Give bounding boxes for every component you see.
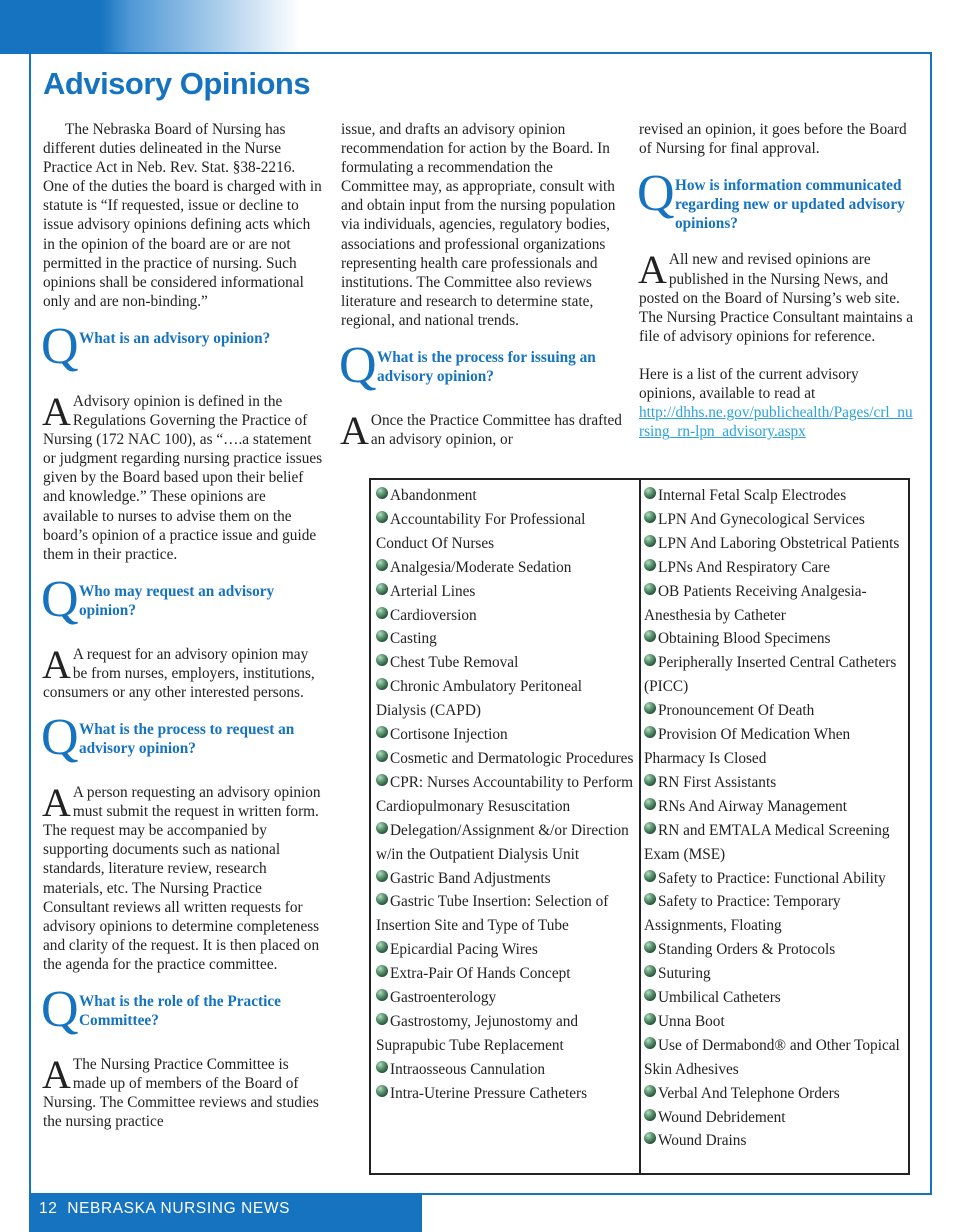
question-how-communicated	[637, 165, 917, 233]
green-bullet-icon	[376, 893, 388, 905]
green-bullet-icon	[644, 702, 656, 714]
opinion-title: Safety to Practice: Functional Ability	[658, 869, 886, 887]
column-1	[43, 120, 323, 1131]
opinion-title: Chest Tube Removal	[390, 654, 519, 672]
opinion-list-item	[376, 675, 634, 723]
list-divider	[639, 480, 641, 1173]
green-bullet-icon	[644, 774, 656, 786]
opinion-list-item	[644, 651, 906, 699]
green-bullet-icon	[644, 798, 656, 810]
opinion-list-item	[376, 938, 634, 962]
header-color-block	[0, 0, 100, 54]
a-drop-cap: A	[638, 247, 667, 293]
opinion-title: Wound Debridement	[658, 1108, 786, 1126]
green-bullet-icon	[376, 487, 388, 499]
green-bullet-icon	[644, 1132, 656, 1144]
green-bullet-icon	[376, 822, 388, 834]
opinion-list-item	[376, 556, 634, 580]
answer-text: A person requesting an advisory opinion must submit the request in written form. The request may be accompanied by supporting documents such as national standards, literature review, research materials, etc. The Nursing Practice Consultant reviews all written requests for advisory opinions to determine completeness and clarity of the request. It is then placed on the agenda for the practice committee.	[43, 784, 321, 973]
green-bullet-icon	[644, 583, 656, 595]
opinion-list-item	[376, 723, 634, 747]
question-what-is-advisory-opinion	[41, 317, 323, 375]
opinion-title: Obtaining Blood Specimens	[658, 630, 831, 648]
question-process-for-issuing	[339, 337, 623, 395]
green-bullet-icon	[376, 559, 388, 571]
opinion-list-item	[376, 484, 634, 508]
q-drop-cap: Q	[339, 337, 377, 395]
question-text: What is an advisory opinion?	[79, 329, 271, 347]
opinion-title: Intraosseous Cannulation	[390, 1060, 546, 1078]
question-text: What is the process to request an advisory opinion?	[79, 721, 295, 758]
answer-text: Once the Practice Committee has drafted an advisory opinion, or	[370, 412, 622, 449]
opinion-title: Abandonment	[390, 487, 477, 504]
opinion-list-item	[644, 723, 906, 771]
opinions-list-left	[376, 484, 634, 1106]
green-bullet-icon	[644, 511, 656, 523]
question-text: What is the process for issuing an advisory opinion?	[377, 349, 596, 386]
advisory-opinions-list-box	[369, 478, 910, 1175]
opinion-title: Verbal And Telephone Orders	[658, 1084, 840, 1102]
a-drop-cap: A	[340, 408, 369, 454]
opinion-title: Delegation/Assignment &/or Direction w/in the Outpatient Dialysis Unit	[376, 821, 629, 863]
green-bullet-icon	[376, 1085, 388, 1097]
opinion-title: Wound Drains	[658, 1132, 747, 1150]
green-bullet-icon	[644, 1085, 656, 1097]
opinions-list-right	[644, 484, 906, 1153]
opinion-list-item	[376, 627, 634, 651]
green-bullet-icon	[376, 607, 388, 619]
a-drop-cap: A	[42, 641, 71, 687]
opinion-list-item	[644, 1010, 906, 1034]
opinion-list-item	[376, 1058, 634, 1082]
opinion-title: RNs And Airway Management	[658, 797, 848, 815]
green-bullet-icon	[376, 750, 388, 762]
opinion-list-item	[376, 1010, 634, 1058]
intro-paragraph: The Nebraska Board of Nursing has different duties delineated in the Nurse Practice Act in Neb. Rev. Stat. §38-2216. One of the duties the board is charged with in statute is “If requested, issue or decline to issue advisory opinions defining acts which in the opinion of the board are or are not permitted in the practice of nursing. Such opinions shall be considered informational only and are non-binding.”	[43, 121, 322, 310]
opinion-title: Gastric Band Adjustments	[390, 869, 551, 887]
q-drop-cap: Q	[637, 165, 675, 223]
opinion-title: Pronouncement Of Death	[658, 702, 815, 720]
green-bullet-icon	[644, 559, 656, 571]
q-drop-cap: Q	[41, 981, 79, 1038]
opinion-title: Casting	[390, 630, 437, 648]
opinion-list-item	[376, 747, 634, 771]
opinion-list-item	[376, 962, 634, 986]
green-bullet-icon	[644, 1013, 656, 1025]
opinion-list-item	[644, 867, 906, 891]
green-bullet-icon	[644, 822, 656, 834]
green-bullet-icon	[644, 1037, 656, 1049]
opinion-list-item	[644, 580, 906, 628]
question-who-may-request	[41, 570, 323, 628]
opinion-list-item	[644, 1034, 906, 1082]
opinion-title: Gastroenterology	[390, 989, 497, 1007]
question-text: What is the role of the Practice Committee?	[79, 993, 281, 1030]
opinion-title: OB Patients Receiving Analgesia-Anesthesia by Catheter	[644, 582, 867, 624]
a-drop-cap: A	[42, 780, 71, 826]
green-bullet-icon	[644, 487, 656, 499]
answer-process-to-request	[42, 780, 323, 974]
opinion-list-item	[644, 890, 906, 938]
advisory-opinions-link[interactable]: http://dhhs.ne.gov/publichealth/Pages/crl_nursing_rn-lpn_advisory.aspx	[639, 404, 913, 441]
answer-process-for-issuing	[340, 408, 623, 454]
opinion-title: Safety to Practice: Temporary Assignments, Floating	[644, 893, 841, 935]
answer-what-is-advisory-opinion	[42, 388, 323, 564]
opinion-title: Chronic Ambulatory Peritoneal Dialysis (CAPD)	[376, 678, 583, 720]
opinion-title: Unna Boot	[658, 1012, 725, 1030]
opinion-list-item	[376, 580, 634, 604]
answer-text: Advisory opinion is defined in the Regulations Governing the Practice of Nursing (172 NAC 100), as “….a statement or judgment regarding nursing practice issues given by the Board based upon their belief and knowledge.” These opinions are available to nurses to advise them on the board’s opinion of a practice issue and guide them in their practice.	[43, 392, 323, 563]
opinion-title: LPNs And Respiratory Care	[658, 558, 831, 576]
q-drop-cap: Q	[41, 317, 79, 375]
opinion-title: Use of Dermabond® and Other Topical Skin Adhesives	[644, 1036, 900, 1078]
green-bullet-icon	[376, 1061, 388, 1073]
green-bullet-icon	[376, 678, 388, 690]
answer-text: The Nursing Practice Committee is made up of members of the Board of Nursing. The Committee reviews and studies the nursing practice	[43, 1056, 319, 1131]
green-bullet-icon	[376, 870, 388, 882]
green-bullet-icon	[644, 870, 656, 882]
column-3	[639, 120, 917, 441]
footer-text	[39, 1199, 290, 1218]
question-role-of-committee	[41, 981, 323, 1038]
green-bullet-icon	[376, 511, 388, 523]
opinion-list-item	[644, 938, 906, 962]
green-bullet-icon	[376, 583, 388, 595]
green-bullet-icon	[644, 535, 656, 547]
opinion-title: LPN And Gynecological Services	[658, 510, 865, 528]
publication-name: NEBRASKA NURSING NEWS	[67, 1200, 291, 1217]
continued-paragraph: issue, and drafts an advisory opinion recommendation for action by the Board. In formulating a recommendation the Committee may, as appropriate, consult with and obtain input from the nursing population via individuals, agencies, regulatory bodies, associations and professional organizations representing health care professionals and institutions. The Committee also reviews literature and research to determine state, regional, and national trends.	[341, 121, 616, 329]
opinion-list-item	[644, 556, 906, 580]
opinion-list-item	[644, 1129, 906, 1153]
opinion-title: LPN And Laboring Obstetrical Patients	[658, 534, 900, 552]
opinion-list-item	[644, 699, 906, 723]
green-bullet-icon	[376, 941, 388, 953]
opinion-list-item	[644, 986, 906, 1010]
opinion-list-item	[644, 795, 906, 819]
opinion-title: Arterial Lines	[390, 582, 476, 600]
green-bullet-icon	[644, 941, 656, 953]
opinion-title: Gastric Tube Insertion: Selection of Insertion Site and Type of Tube	[376, 893, 609, 935]
green-bullet-icon	[376, 989, 388, 1001]
question-process-to-request	[41, 709, 323, 767]
opinion-list-item	[644, 771, 906, 795]
opinion-title: Standing Orders & Protocols	[658, 941, 836, 959]
green-bullet-icon	[376, 774, 388, 786]
opinion-list-item	[376, 1082, 634, 1106]
opinion-list-item	[376, 508, 634, 556]
opinion-title: Suturing	[658, 965, 711, 983]
answer-who-may-request	[42, 641, 323, 702]
opinion-list-item	[644, 1082, 906, 1106]
answer-how-communicated	[638, 247, 917, 345]
green-bullet-icon	[376, 726, 388, 738]
opinion-list-item	[376, 771, 634, 819]
green-bullet-icon	[376, 965, 388, 977]
green-bullet-icon	[644, 630, 656, 642]
opinion-title: RN First Assistants	[658, 773, 777, 791]
opinion-list-item	[644, 532, 906, 556]
opinion-title: Cosmetic and Dermatologic Procedures	[390, 749, 634, 767]
green-bullet-icon	[644, 654, 656, 666]
question-text: How is information communicated regarding new or updated advisory opinions?	[675, 177, 905, 233]
opinion-list-item	[376, 651, 634, 675]
opinion-title: CPR: Nurses Accountability to Perform Cardiopulmonary Resuscitation	[376, 773, 634, 815]
opinion-title: Epicardial Pacing Wires	[390, 941, 538, 959]
opinion-title: Cardioversion	[390, 606, 477, 624]
opinion-list-item	[644, 1106, 906, 1130]
opinion-title: Intra-Uterine Pressure Catheters	[390, 1084, 588, 1102]
opinion-title: Umbilical Catheters	[658, 989, 781, 1007]
opinion-title: Internal Fetal Scalp Electrodes	[658, 487, 847, 504]
opinion-title: Accountability For Professional Conduct Of Nurses	[376, 510, 586, 552]
opinion-title: Analgesia/Moderate Sedation	[390, 558, 572, 576]
opinion-title: RN and EMTALA Medical Screening Exam (MSE)	[644, 821, 890, 863]
column-2	[339, 120, 623, 454]
opinion-list-item	[644, 962, 906, 986]
opinion-list-item	[644, 484, 906, 508]
green-bullet-icon	[644, 1109, 656, 1121]
page-number: 12	[39, 1200, 58, 1217]
opinion-list-item	[376, 604, 634, 628]
green-bullet-icon	[644, 893, 656, 905]
opinion-title: Provision Of Medication When Pharmacy Is Closed	[644, 726, 851, 767]
opinion-list-item	[376, 986, 634, 1010]
opinion-list-item	[376, 819, 634, 867]
green-bullet-icon	[644, 726, 656, 738]
opinion-title: Peripherally Inserted Central Catheters (PICC)	[644, 654, 897, 696]
q-drop-cap: Q	[41, 570, 79, 628]
opinion-list-item	[644, 819, 906, 867]
opinion-list-item	[376, 867, 634, 891]
a-drop-cap: A	[42, 1052, 71, 1097]
opinion-title: Cortisone Injection	[390, 726, 508, 744]
opinion-list-item	[644, 508, 906, 532]
green-bullet-icon	[376, 630, 388, 642]
opinion-title: Gastrostomy, Jejunostomy and Suprapubic Tube Replacement	[376, 1012, 579, 1054]
page-title: Advisory Opinions	[43, 66, 311, 101]
answer-role-of-committee	[42, 1052, 323, 1131]
opinion-list-item	[644, 627, 906, 651]
green-bullet-icon	[644, 965, 656, 977]
opinion-list-item	[376, 890, 634, 938]
continued-paragraph: revised an opinion, it goes before the Board of Nursing for final approval.	[639, 121, 907, 158]
answer-text: All new and revised opinions are published in the Nursing News, and posted on the Board of Nursing’s web site. The Nursing Practice Consultant maintains a file of advisory opinions for reference.	[639, 251, 914, 345]
green-bullet-icon	[376, 1013, 388, 1025]
question-text: Who may request an advisory opinion?	[79, 582, 275, 619]
a-drop-cap: A	[42, 388, 71, 434]
green-bullet-icon	[644, 989, 656, 1001]
answer-text: A request for an advisory opinion may be from nurses, employers, institutions, consumers or any other interested persons.	[43, 645, 315, 701]
opinion-title: Extra-Pair Of Hands Concept	[390, 965, 571, 983]
list-intro: Here is a list of the current advisory opinions, available to read at	[639, 365, 859, 403]
q-drop-cap: Q	[41, 709, 79, 767]
green-bullet-icon	[376, 654, 388, 666]
